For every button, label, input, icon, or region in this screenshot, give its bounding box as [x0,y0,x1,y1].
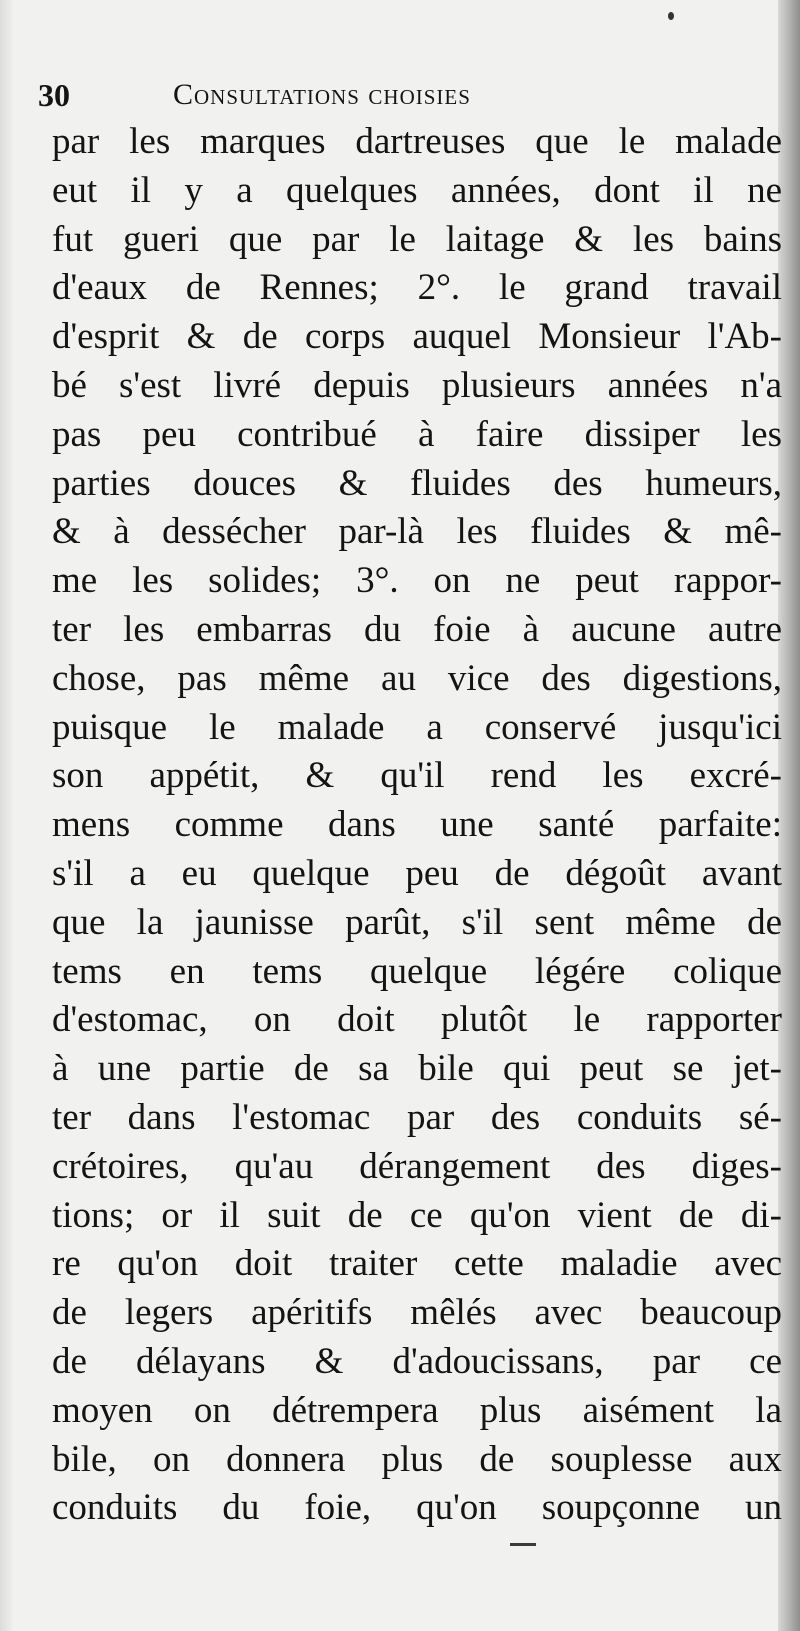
text-line: crétoires, qu'au dérangement des diges- [52,1145,782,1187]
text-line: tions; or il suit de ce qu'on vient de di- [52,1194,782,1236]
text-line: conduits du foie, qu'on soupçonne un [52,1487,782,1529]
text-line: de délayans & d'adoucissans, par ce [52,1340,782,1382]
body-text [52,118,782,1529]
text-line: eut il y a quelques années, dont il ne [52,169,782,211]
text-line: re qu'on doit traiter cette maladie avec [52,1243,782,1285]
text-line: chose, pas même au vice des digestions, [52,657,782,699]
text-line: mens comme dans une santé parfaite: [52,804,782,846]
text-line: parties douces & fluides des humeurs, [52,462,782,504]
running-head: Consultations choisies [173,78,471,111]
text-line: son appétit, & qu'il rend les excré- [52,755,782,797]
text-line: & à dessécher par-là les fluides & mê- [52,511,782,553]
text-line: d'esprit & de corps auquel Monsieur l'Ab- [52,316,782,358]
page-header [38,70,758,120]
text-line: que la jaunisse parût, s'il sent même de [52,901,782,943]
text-line: moyen on détrempera plus aisément la [52,1389,782,1431]
text-line: ter dans l'estomac par des conduits sé- [52,1096,782,1138]
text-line: fut gueri que par le laitage & les bains [52,218,782,260]
page-gutter-shadow [0,0,14,1631]
page-number: 30 [38,77,70,113]
text-line: d'estomac, on doit plutôt le rapporter [52,999,782,1041]
text-line: de legers apéritifs mêlés avec beaucoup [52,1292,782,1334]
text-line: ter les embarras du foie à aucune autre [52,608,782,650]
text-line: à une partie de sa bile qui peut se jet- [52,1048,782,1090]
text-line: pas peu contribué à faire dissiper les [52,413,782,455]
text-line: me les solides; 3°. on ne peut rappor- [52,560,782,602]
text-line: tems en tems quelque légére colique [52,950,782,992]
ink-speck [668,12,674,20]
text-line: puisque le malade a conservé jusqu'ici [52,706,782,748]
text-line: d'eaux de Rennes; 2°. le grand travail [52,267,782,309]
text-line: bé s'est livré depuis plusieurs années n'a [52,364,782,406]
footer-dash [510,1543,536,1546]
text-line: par les marques dartreuses que le malade [52,121,782,162]
text-line: s'il a eu quelque peu de dégoût avant [52,852,782,894]
text-line: bile, on donnera plus de souplesse aux [52,1438,782,1480]
